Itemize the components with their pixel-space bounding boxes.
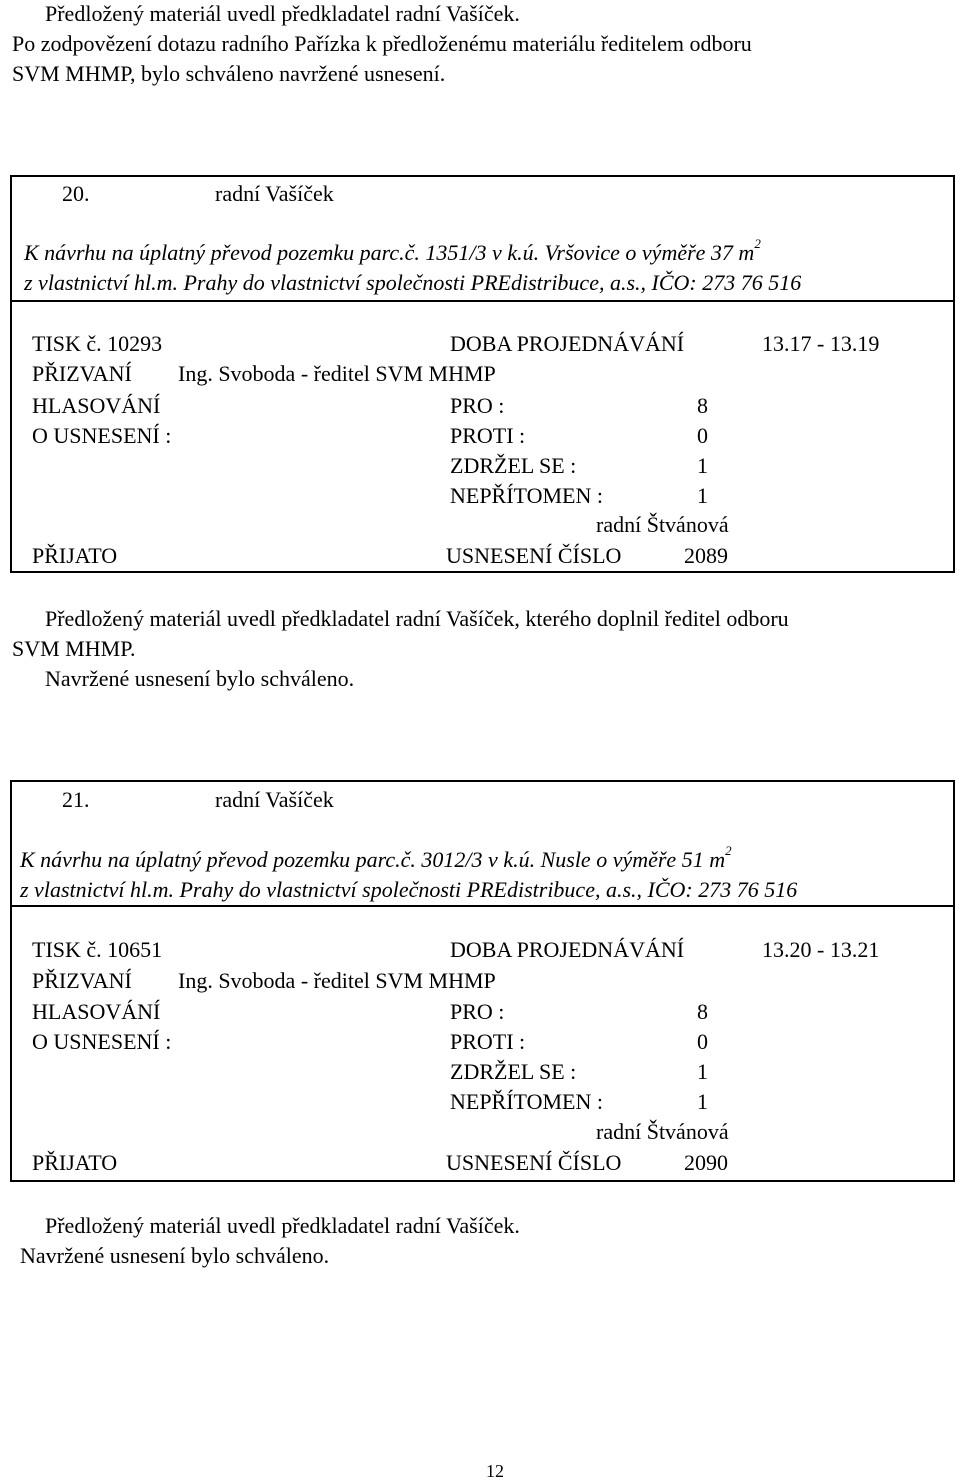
item-subject-line-1: K návrhu na úplatný převod pozemku parc.č. 3012/3 v k.ú. Nusle o výměře 51 $m^2$ [20,843,732,872]
item-subject-line-2: z vlastnictví hl.m. Prahy do vlastnictví společnosti PREdistribuce, a.s., IČO: 273 76 516 [24,270,802,295]
prizvani-label: PŘIZVANÍ [32,968,132,993]
zdrzel-value: 1 [697,1059,708,1084]
doba-label: DOBA PROJEDNÁVÁNÍ [450,331,685,356]
note-line-1: Předložený materiál uvedl předkladatel radní Vašíček, kterého doplnil ředitel odboru [45,606,789,631]
usneseni-number: 2089 [684,543,728,568]
item-presenter: radní Vašíček [215,787,334,812]
doba-label: DOBA PROJEDNÁVÁNÍ [450,937,685,962]
usneseni-label: USNESENÍ ČÍSLO [446,543,622,568]
nepritomen-value: 1 [697,483,708,508]
item-subject-line-2: z vlastnictví hl.m. Prahy do vlastnictví společnosti PREdistribuce, a.s., IČO: 273 76 516 [20,877,798,902]
note-line-1: Předložený materiál uvedl předkladatel radní Vašíček. [45,1213,520,1238]
doba-value: 13.20 - 13.21 [762,937,880,962]
proti-value: 0 [697,423,708,448]
pro-label: PRO : [450,393,505,418]
note-line-2: Navržené usnesení bylo schváleno. [20,1243,330,1268]
item-presenter: radní Vašíček [215,181,334,206]
proti-label: PROTI : [450,1029,526,1054]
hlasovani-label: HLASOVÁNÍ [32,393,161,418]
usneseni-number: 2090 [684,1150,728,1175]
absent-member: radní Štvánová [596,512,729,537]
prizvani-value: Ing. Svoboda - ředitel SVM MHMP [178,968,496,993]
pro-value: 8 [697,999,708,1024]
intro-line-3: SVM MHMP, bylo schváleno navržené usnesení. [12,61,446,86]
prijato-label: PŘIJATO [32,1150,118,1175]
proti-value: 0 [697,1029,708,1054]
prizvani-label: PŘIZVANÍ [32,361,132,386]
tisk-number: TISK č. 10293 [32,331,163,356]
nepritomen-value: 1 [697,1089,708,1114]
hlasovani-label: HLASOVÁNÍ [32,999,161,1024]
item-number: 20. [62,181,90,206]
item-number: 21. [62,787,90,812]
doba-value: 13.17 - 13.19 [762,331,880,356]
tisk-number: TISK č. 10651 [32,937,163,962]
intro-line-1: Předložený materiál uvedl předkladatel radní Vašíček. [45,1,520,26]
zdrzel-label: ZDRŽEL SE : [450,453,577,478]
pro-label: PRO : [450,999,505,1024]
divider [10,300,955,302]
prijato-label: PŘIJATO [32,543,118,568]
pro-value: 8 [697,393,708,418]
note-line-2: SVM MHMP. [12,636,136,661]
nepritomen-label: NEPŘÍTOMEN : [450,483,603,508]
o-usneseni-label: O USNESENÍ : [32,1029,172,1054]
proti-label: PROTI : [450,423,526,448]
usneseni-label: USNESENÍ ČÍSLO [446,1150,622,1175]
o-usneseni-label: O USNESENÍ : [32,423,172,448]
divider [10,905,955,907]
nepritomen-label: NEPŘÍTOMEN : [450,1089,603,1114]
zdrzel-value: 1 [697,453,708,478]
prizvani-value: Ing. Svoboda - ředitel SVM MHMP [178,361,496,386]
zdrzel-label: ZDRŽEL SE : [450,1059,577,1084]
item-subject-line-1: K návrhu na úplatný převod pozemku parc.č. 1351/3 v k.ú. Vršovice o výměře 37 $m^2$ [24,236,761,265]
intro-line-2: Po zodpovězení dotazu radního Pařízka k předloženému materiálu ředitelem odboru [12,31,752,56]
page-number: 12 [486,1461,504,1481]
note-line-3: Navržené usnesení bylo schváleno. [45,666,355,691]
absent-member: radní Štvánová [596,1119,729,1144]
